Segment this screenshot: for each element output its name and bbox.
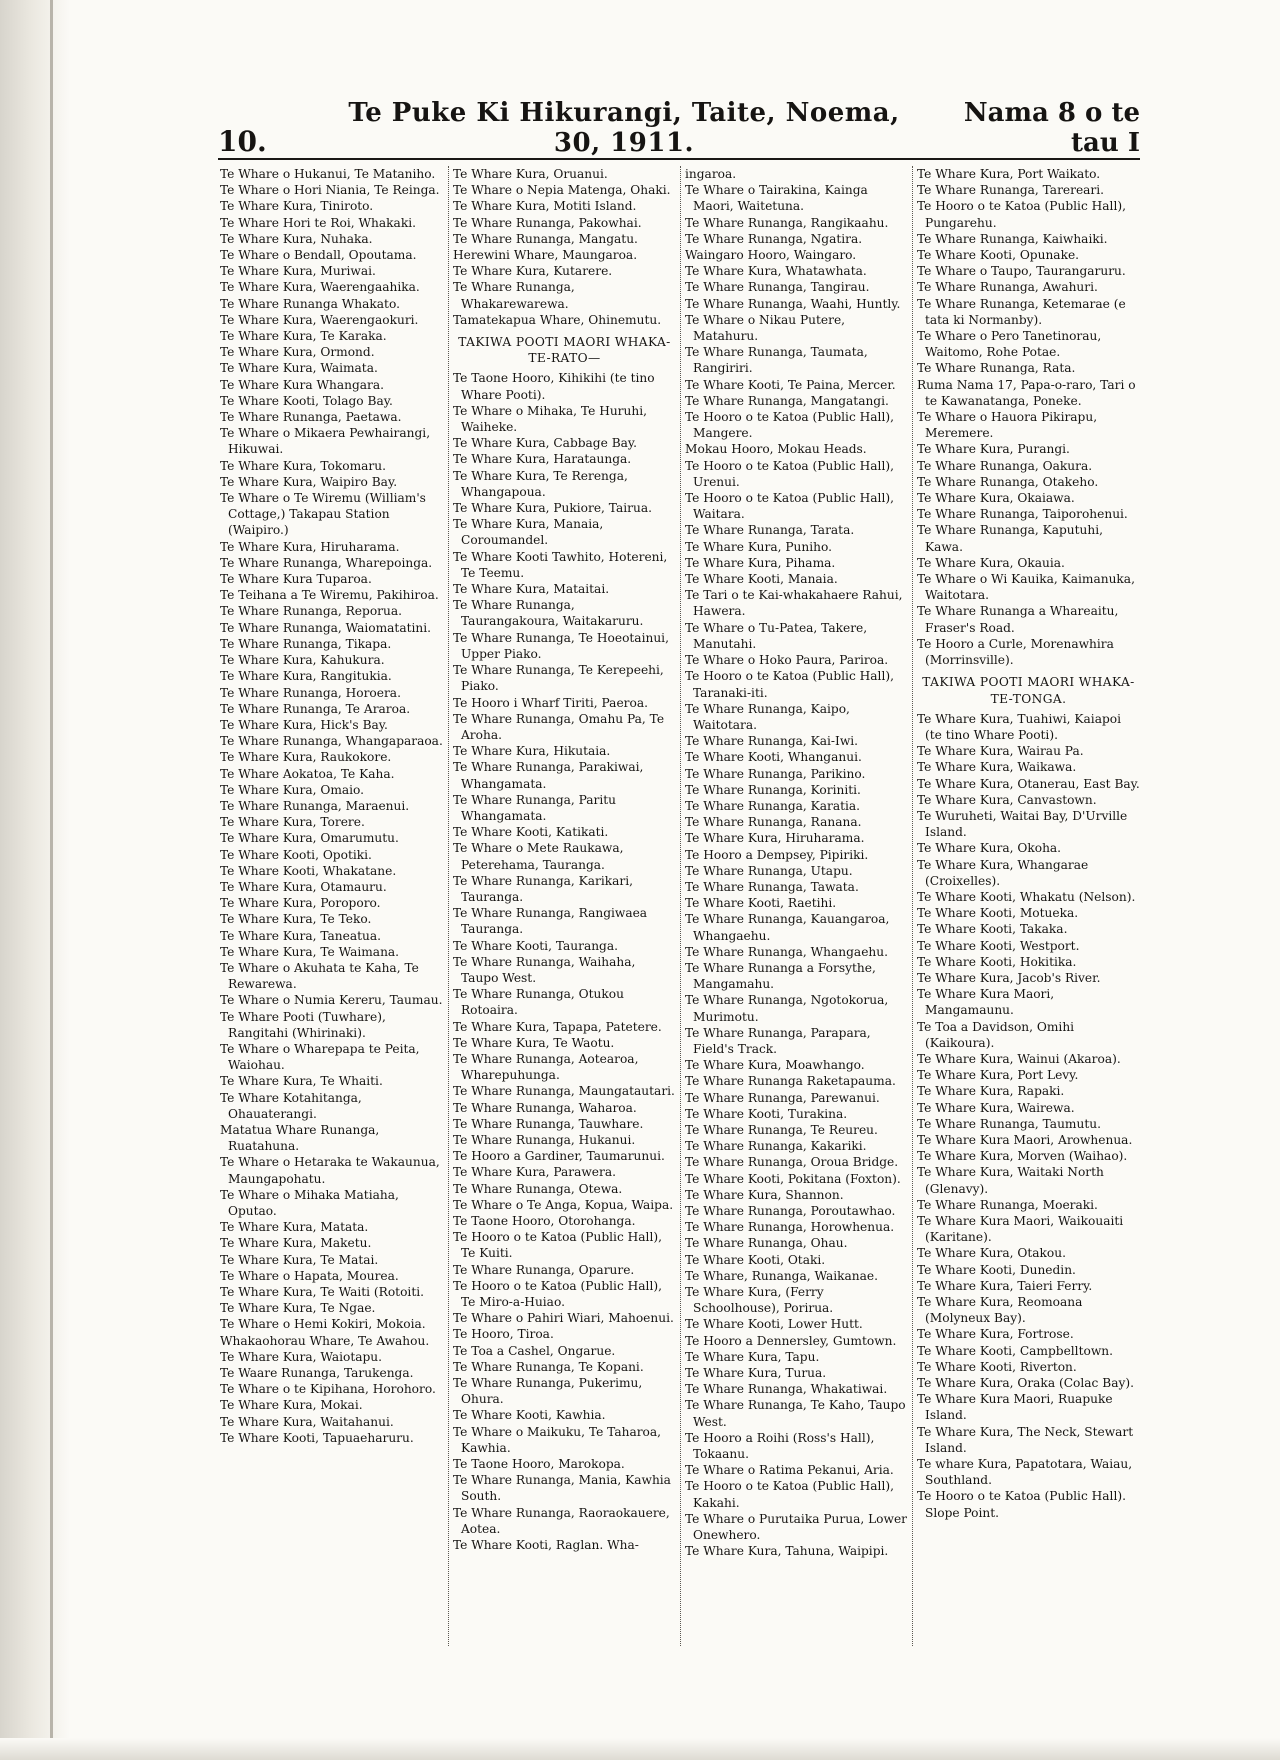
polling-place-entry: Te Whare Kura, Te Ngae. <box>220 1301 376 1316</box>
polling-place-entry: Te Whare Runanga, Parapara, Field's Track. <box>685 1025 871 1056</box>
polling-place-entry: Te Waare Runanga, Tarukenga. <box>220 1366 414 1381</box>
polling-place-entry: Te Whare Kura, Otanerau, East Bay. <box>917 776 1140 791</box>
polling-place-entry: Te Whare Kura, Waimata. <box>220 361 378 376</box>
polling-place-entry: Te Whare o Mikaera Pewhairangi, Hikuwai. <box>220 426 431 457</box>
polling-place-entry: Te Whare Runanga a Forsythe, Mangamahu. <box>685 960 876 992</box>
polling-place-entry: Te Whare Kura, Canvastown. <box>917 792 1097 807</box>
polling-place-entry: Te Whare o Wi Kauika, Kaimanuka, Waitotara. <box>917 572 1135 603</box>
polling-place-entry: Te Whare Kura, Poroporo. <box>220 896 381 911</box>
polling-place-entry: Te Whare Runanga, Waharoa. <box>453 1100 637 1115</box>
polling-place-entry: Te Hooro o te Katoa (Public Hall), Mangere. <box>685 410 894 441</box>
polling-place-entry: Te Whare Kura, Puniho. <box>685 539 832 554</box>
polling-place-entry: Te Whare o Bendall, Opoutama. <box>220 248 417 263</box>
polling-place-entry: Te Whare Kura, Wairewa. <box>917 1100 1075 1115</box>
polling-place-entry: Te Whare Runanga, Mangatangi. <box>685 393 889 408</box>
polling-place-entry: Te Whare Runanga, Paetawa. <box>220 410 402 425</box>
polling-place-entry: Te Whare Kura, Port Waikato. <box>917 167 1101 181</box>
polling-place-entry: Te Whare o Akuhata te Kaha, Te Rewarewa. <box>220 960 419 992</box>
polling-place-entry: Te Whare Kura, Nuhaka. <box>220 231 373 246</box>
polling-place-entry: Te Whare Runanga, Aotearoa, Wharepuhunga. <box>453 1051 639 1083</box>
polling-place-entry: Te Whare Runanga, Ngotokorua, Murimotu. <box>685 993 889 1024</box>
polling-place-entry: Te Whare Kooti, Campbelltown. <box>917 1343 1113 1358</box>
polling-place-entry: Te Whare Runanga, Parakiwai, Whangamata. <box>453 760 644 791</box>
column-4 <box>912 166 1144 1646</box>
section-heading: TAKIWA POOTI MAORI WHAKA-TE-TONGA. <box>922 675 1135 706</box>
polling-place-entry: Te Whare Kura Whangara. <box>220 377 385 392</box>
page-scan-bottom-edge <box>0 1738 1280 1760</box>
polling-place-entry: Te Hooro a Curle, Morenawhira (Morrinsville). <box>917 636 1114 668</box>
polling-place-entry: Te Whare Kura, Jacob's River. <box>917 970 1101 985</box>
polling-place-entry: Te Whare Kura, Waitaki North (Glenavy). <box>917 1165 1104 1196</box>
polling-place-entry: Te Whare Hori te Roi, Whakaki. <box>220 215 416 230</box>
polling-place-entry: Te Whare Kura, Hick's Bay. <box>220 717 388 732</box>
polling-place-entry: Te Whare Kura, Okauia. <box>917 555 1065 570</box>
polling-place-entry: Herewini Whare, Maungaroa. <box>453 248 638 263</box>
polling-place-entry: Te Whare Runanga, Tikapa. <box>220 636 392 651</box>
polling-place-entry: Te Whare Kooti, Pokitana (Foxton). <box>685 1171 901 1186</box>
polling-place-entry: Te Whare Kura, Raukokore. <box>220 750 392 765</box>
section-heading: TAKIWA POOTI MAORI WHAKA-TE-RATO— <box>458 335 671 366</box>
polling-place-entry: Te Whare Runanga, Pukerimu, Ohura. <box>453 1376 643 1407</box>
polling-place-entry: Te Whare Runanga Raketapauma. <box>685 1074 896 1089</box>
polling-place-entry: Te Whare Runanga, Ngatira. <box>685 231 863 246</box>
polling-place-entry: Tamatekapua Whare, Ohinemutu. <box>453 312 662 327</box>
polling-place-entry: Te Whare Kura, Motiti Island. <box>453 199 637 214</box>
polling-place-entry: Te Whare Kura, Torere. <box>220 815 365 830</box>
polling-place-entry: Te Whare Runanga, Tauwhare. <box>453 1116 644 1131</box>
polling-place-entry: Te Whare Runanga, Reporua. <box>220 604 402 619</box>
polling-places-list <box>216 166 1144 1646</box>
polling-place-entry: Te Taone Hooro, Marokopa. <box>453 1457 625 1472</box>
polling-place-entry: Te Hooro a Dennersley, Gumtown. <box>685 1333 897 1348</box>
polling-place-entry: Te Whare Runanga, Paritu Whangamata. <box>453 792 617 823</box>
polling-place-entry: Whakaohorau Whare, Te Awahou. <box>220 1333 430 1348</box>
polling-place-entry: Te Whare Kura, Waikawa. <box>917 760 1077 775</box>
polling-place-entry: Te Whare Runanga, Karikari, Tauranga. <box>453 873 633 904</box>
polling-place-entry: Te Whare o Pahiri Wiari, Mahoenui. <box>453 1311 674 1326</box>
polling-place-entry: Te Whare Kooti, Tolago Bay. <box>220 393 393 408</box>
polling-place-entry: Ruma Nama 17, Papa-o-raro, Tari o te Kawanatanga, Poneke. <box>917 377 1136 408</box>
polling-place-entry: Te Whare Runanga, Maraenui. <box>220 798 410 813</box>
polling-place-entry: Te Whare Runanga, Ketemarae (e tata ki Normanby). <box>917 296 1126 327</box>
polling-place-entry: Te Whare o Mihaka, Te Huruhi, Waiheke. <box>453 403 647 435</box>
polling-place-entry: Te Whare Runanga, Waihaha, Taupo West. <box>453 954 636 985</box>
polling-place-entry: Te Whare Runanga, Horoera. <box>220 685 401 700</box>
polling-place-entry: Te Whare Kooti, Te Paina, Mercer. <box>685 377 896 392</box>
polling-place-entry: Te Whare Runanga, Ranana. <box>685 815 862 830</box>
polling-place-entry: Te Whare Kura, Port Levy. <box>917 1068 1079 1083</box>
polling-place-entry: Te Whare Kura, Purangi. <box>917 442 1070 457</box>
polling-place-entry: Te Whare Runanga, Kai-Iwi. <box>685 734 859 749</box>
polling-place-entry: Te Whare Kura, Matata. <box>220 1220 369 1235</box>
polling-place-entry: Te Whare Runanga, Horowhenua. <box>685 1220 895 1235</box>
polling-place-entry: Te Hooro o te Katoa (Public Hall), Waitara. <box>685 491 894 522</box>
polling-place-entry: Te Whare Runanga, Tarata. <box>685 523 855 538</box>
polling-place-entry: Te Whare Runanga, Wharepoinga. <box>220 555 433 570</box>
polling-place-entry: Te Whare o Pero Tanetinorau, Waitomo, Rohe Potae. <box>917 329 1102 360</box>
polling-place-entry: Te Whare o Ratima Pekanui, Aria. <box>685 1463 894 1478</box>
polling-place-entry: Te Whare Runanga, Karatia. <box>685 798 861 813</box>
polling-place-entry: Te Hooro a Roihi (Ross's Hall), Tokaanu. <box>685 1430 875 1462</box>
polling-place-entry: Te Hooro o te Katoa (Public Hall), Te Miro-a-Huiao. <box>453 1278 662 1310</box>
polling-place-entry: Te Whare Kura Maori, Waikouaiti (Karitane). <box>917 1214 1124 1245</box>
polling-place-entry: Te Whare Runanga, Maungatautari. <box>453 1084 675 1099</box>
polling-place-entry: Te Whare Kura, Taieri Ferry. <box>917 1278 1093 1293</box>
polling-place-entry: Te Whare Aokatoa, Te Kaha. <box>220 766 395 781</box>
polling-place-entry: Te Whare Kura, Waipiro Bay. <box>220 474 398 489</box>
polling-place-entry: Te Whare Kooti, Opunake. <box>917 248 1080 263</box>
polling-place-entry: Te Whare, Runanga, Waikanae. <box>685 1268 878 1283</box>
polling-place-entry: Te Whare Kura, Tuahiwi, Kaiapoi (te tino Whare Pooti). <box>917 711 1121 742</box>
polling-place-entry: Te Whare o Purutaika Purua, Lower Onewhero. <box>685 1511 907 1543</box>
polling-place-entry: Te Whare Kura Maori, Ruapuke Island. <box>917 1392 1113 1423</box>
polling-place-entry: Te Whare Kura, Mataitai. <box>453 582 610 597</box>
polling-place-entry: Te Whare Runanga, Tangirau. <box>685 280 870 295</box>
polling-place-entry: Te Whare Kura, Hiruharama. <box>685 831 865 846</box>
polling-place-entry: ingaroa. <box>685 167 737 181</box>
polling-place-entry: Te Whare Runanga, Otukou Rotoaira. <box>453 987 624 1018</box>
polling-place-entry: Te Whare Runanga, Whangaehu. <box>685 944 888 959</box>
polling-place-entry: Te Whare Runanga, Oakura. <box>917 458 1093 473</box>
polling-place-entry: Te Whare Kooti, Tapuaeharuru. <box>220 1430 414 1445</box>
polling-place-entry: Te Whare Kooti, Motueka. <box>917 906 1079 921</box>
polling-place-entry: Te Whare o Tairakina, Kainga Maori, Waitetuna. <box>685 183 868 214</box>
polling-place-entry: Te Whare Runanga, Otewa. <box>453 1181 623 1196</box>
polling-place-entry: Te Tari o te Kai-whakahaere Rahui, Hawera. <box>685 588 903 619</box>
polling-place-entry: Te Whare Runanga Whakato. <box>220 296 400 311</box>
polling-place-entry: Te Whare Runanga, Te Kerepeehi, Piako. <box>453 663 664 694</box>
polling-place-entry: Te Whare Runanga, Kakariki. <box>685 1139 867 1154</box>
polling-place-entry: Te Whare Runanga, Taumata, Rangiriri. <box>685 345 868 376</box>
polling-place-entry: Te Whare Runanga, Taumutu. <box>917 1116 1101 1131</box>
polling-place-entry: Te Whare Runanga, Moeraki. <box>917 1197 1098 1212</box>
polling-place-entry: Te Whare Runanga, Kaipo, Waitotara. <box>685 701 850 732</box>
polling-place-entry: Te Whare Runanga, Te Araroa. <box>220 701 411 716</box>
polling-place-entry: Te Whare Kura, Hiruharama. <box>220 539 400 554</box>
polling-place-entry: Te Whare Kura, Tapu. <box>685 1349 820 1364</box>
polling-place-entry: Te Whare Runanga, Ohau. <box>685 1236 848 1251</box>
polling-place-entry: Te Whare o Numia Kereru, Taumau. <box>220 993 443 1008</box>
column-1 <box>216 166 448 1646</box>
polling-place-entry: Te Whare Pooti (Tuwhare), Rangitahi (Whirinaki). <box>220 1009 386 1040</box>
polling-place-entry: Te Whare Kooti, Turakina. <box>685 1106 848 1121</box>
polling-place-entry: Te Whare Kura, Oraka (Colac Bay). <box>917 1376 1134 1391</box>
polling-place-entry: Te Whare Runanga, Poroutawhao. <box>685 1204 896 1218</box>
polling-place-entry: Te Whare Kura, Parawera. <box>453 1165 616 1180</box>
polling-place-entry: Te Whare Kura, Shannon. <box>685 1187 844 1202</box>
polling-place-entry: Te Whare Kura Tuparoa. <box>220 572 372 587</box>
polling-place-entry: Te Whare Kura, Kahukura. <box>220 653 385 668</box>
polling-place-entry: Te Whare Kooti, Whakatu (Nelson). <box>917 889 1136 904</box>
polling-place-entry: Te Whare Runanga, Taurangakoura, Waitakaruru. <box>453 598 644 629</box>
polling-place-entry: Te Whare Kura, (Ferry Schoolhouse), Porirua. <box>685 1285 834 1316</box>
polling-place-entry: Te Whare Runanga, Raoraokauere, Aotea. <box>453 1505 670 1536</box>
polling-place-entry: Te Whare Runanga, Koriniti. <box>685 782 861 797</box>
polling-place-entry: Te Whare Kooti, Raetihi. <box>685 896 837 911</box>
polling-place-entry: Te Whare Kooti, Riverton. <box>917 1359 1077 1374</box>
polling-place-entry: Te Whare Kura, Moawhango. <box>685 1058 865 1073</box>
polling-place-entry: Te Whare Kura, Omarumutu. <box>220 831 399 846</box>
polling-place-entry: Te Hooro o te Katoa (Public Hall), Te Kuiti. <box>453 1230 662 1261</box>
polling-place-entry: Te Whare Runanga, Awahuri. <box>917 280 1098 295</box>
polling-place-entry: Te Whare o Tu-Patea, Takere, Manutahi. <box>685 620 868 651</box>
polling-place-entry: Te Whare Kura, Te Karaka. <box>220 329 387 344</box>
polling-place-entry: Te Whare Runanga, Omahu Pa, Te Aroha. <box>453 711 665 742</box>
polling-place-entry: Te Whare o Nepia Matenga, Ohaki. <box>453 183 671 198</box>
polling-place-entry: Te Whare Kura, Te Waimana. <box>220 944 400 959</box>
polling-place-entry: Te Whare Kooti Tawhito, Hotereni, Te Teemu. <box>453 549 668 580</box>
polling-place-entry: Te Whare Kura, Waerengaahika. <box>220 280 420 295</box>
polling-place-entry: Te Hooro, Tiroa. <box>453 1327 554 1342</box>
polling-place-entry: Te Whare Kura, Te Rerenga, Whangapoua. <box>453 468 628 499</box>
polling-place-entry: Te Whare o Hapata, Mourea. <box>220 1268 399 1283</box>
polling-place-entry: Te Whare Kura, Fortrose. <box>917 1327 1074 1342</box>
polling-place-entry: Te Whare Runanga, Rangiwaea Tauranga. <box>453 906 648 937</box>
polling-place-entry: Matatua Whare Runanga, Ruatahuna. <box>220 1122 380 1154</box>
polling-place-entry: Te Whare Runanga, Waahi, Huntly. <box>685 296 901 311</box>
polling-place-entry: Te Whare o Te Anga, Kopua, Waipa. <box>453 1197 674 1212</box>
polling-place-entry: Te Whare Kura, Harataunga. <box>453 452 632 467</box>
polling-place-entry: Te Whare Kura, Wainui (Akaroa). <box>917 1051 1121 1066</box>
polling-place-entry: Te Wuruheti, Waitai Bay, D'Urville Island. <box>917 808 1128 840</box>
polling-place-entry: Te Whare Kura, Te Whaiti. <box>220 1074 383 1089</box>
polling-place-entry: Te Whare Runanga, Taiporohenui. <box>917 507 1128 522</box>
polling-place-entry: Te Whare Kura, Whangarae (Croixelles). <box>917 857 1089 888</box>
polling-place-entry: Te Whare Kura, Morven (Waihao). <box>917 1149 1128 1164</box>
polling-place-entry: Te Whare Kura, Oruanui. <box>453 167 608 181</box>
polling-place-entry: Te Whare Kura, Waiotapu. <box>220 1349 383 1364</box>
polling-place-entry: Te Whare Runanga, Te Reureu. <box>685 1122 878 1137</box>
polling-place-entry: Te Whare Runanga, Pakowhai. <box>453 215 642 230</box>
polling-place-entry: Te Whare Kooti, Takaka. <box>917 922 1068 937</box>
polling-place-entry: Te Whare Kura, Otakou. <box>917 1246 1066 1261</box>
polling-place-entry: Te Whare Runanga, Utapu. <box>685 863 853 878</box>
polling-place-entry: Te Whare Kura, Taneatua. <box>220 928 382 943</box>
polling-place-entry: Te Whare Kura, Turua. <box>685 1366 827 1381</box>
polling-place-entry: Te Whare o Nikau Putere, Matahuru. <box>685 312 846 344</box>
polling-place-entry: Te Toa a Davidson, Omihi (Kaikoura). <box>917 1019 1075 1050</box>
polling-place-entry: Te Whare o Hetaraka te Wakaunua, Maungapohatu. <box>220 1155 440 1186</box>
polling-place-entry: Te Whare Kura, Te Waiti (Rotoiti. <box>220 1285 424 1300</box>
polling-place-entry: Te Whare o Hoko Paura, Pariroa. <box>685 653 889 668</box>
polling-place-entry: Te Whare o Mete Raukawa, Peterehama, Tauranga. <box>453 841 624 872</box>
polling-place-entry: Te Whare Kooti, Kawhia. <box>453 1408 606 1423</box>
polling-place-entry: Te Whare Kura, Tapapa, Patetere. <box>453 1019 662 1034</box>
polling-place-entry: Te Whare Runanga, Mania, Kawhia South. <box>453 1473 671 1504</box>
polling-place-entry: Te Whare Runanga, Mangatu. <box>453 231 638 246</box>
polling-place-entry: Te Whare Kura, Tahuna, Waipipi. <box>685 1544 889 1559</box>
polling-place-entry: Te Whare o Hori Niania, Te Reinga. <box>220 183 440 198</box>
polling-place-entry: Te Whare Runanga, Hukanui. <box>453 1132 636 1147</box>
polling-place-entry: Te Whare Kura, Tiniroto. <box>220 199 374 214</box>
polling-place-entry: Te Whare Kura Maori, Arowhenua. <box>917 1132 1133 1147</box>
polling-place-entry: Te Whare Kooti, Otaki. <box>685 1252 826 1267</box>
polling-place-entry: Te Whare o Hukanui, Te Mataniho. <box>220 167 436 181</box>
polling-place-entry: Te Whare Runanga, Kaputuhi, Kawa. <box>917 523 1104 554</box>
polling-place-entry: Te Whare o te Kipihana, Horohoro. <box>220 1382 436 1397</box>
polling-place-entry: Te Whare Kura Maori, Mangamaunu. <box>917 987 1055 1018</box>
polling-place-entry: Te Whare Kura, Kutarere. <box>453 264 613 279</box>
polling-place-entry: Te Hooro o te Katoa (Public Hall), Urenui. <box>685 458 894 489</box>
polling-place-entry: Te Whare Kura, Pihama. <box>685 555 836 570</box>
polling-place-entry: Te Whare o Wharepapa te Peita, Waiohau. <box>220 1041 420 1073</box>
polling-place-entry: Te Taone Hooro, Kihikihi (te tino Whare Pooti). <box>453 371 655 402</box>
polling-place-entry: Te Whare Kura, Whatawhata. <box>685 264 867 279</box>
polling-place-entry: Te Whare Runanga, Rangikaahu. <box>685 215 889 230</box>
polling-place-entry: Mokau Hooro, Mokau Heads. <box>685 442 867 457</box>
polling-place-entry: Te Whare Kura, Rangitukia. <box>220 669 392 684</box>
polling-place-entry: Te Whare Runanga, Otakeho. <box>917 474 1099 489</box>
polling-place-entry: Te Whare Kura, Te Teko. <box>220 912 372 927</box>
polling-place-entry: Te Whare Kura, Rapaki. <box>917 1084 1065 1099</box>
polling-place-entry: Te Whare Kooti, Westport. <box>917 938 1080 953</box>
polling-place-entry: Te Whare Kura, Tokomaru. <box>220 458 386 473</box>
polling-place-entry: Te Whare Kura, Okoha. <box>917 841 1062 856</box>
polling-place-entry: Te Whare Kura, The Neck, Stewart Island. <box>917 1424 1134 1455</box>
polling-place-entry: Te Taone Hooro, Otorohanga. <box>453 1214 636 1228</box>
polling-place-entry: Te Whare Kura, Otamauru. <box>220 879 387 894</box>
polling-place-entry: Waingaro Hooro, Waingaro. <box>685 248 857 263</box>
polling-place-entry: Te Whare Runanga, Te Hoeotainui, Upper Piako. <box>453 630 669 661</box>
polling-place-entry: Te Whare Kura, Mokai. <box>220 1398 363 1413</box>
page-number: 10. <box>218 125 267 158</box>
polling-place-entry: Te Whare Kura, Reomoana (Molyneux Bay). <box>917 1295 1083 1326</box>
polling-place-entry: Te Hooro o te Katoa (Public Hall), Kakahi. <box>685 1479 894 1510</box>
polling-place-entry: Te Whare Runanga, Whakarewarewa. <box>453 280 575 311</box>
polling-place-entry: Te Whare Kura, Waerengaokuri. <box>220 312 419 327</box>
polling-place-entry: Te Whare Runanga, Whangaparaoa. <box>220 734 443 749</box>
polling-place-entry: Te Whare Kura, Ormond. <box>220 345 375 360</box>
polling-place-entry: Te Whare o Mihaka Matiaha, Oputao. <box>220 1187 399 1218</box>
polling-place-entry: Te Hooro o te Katoa (Public Hall), Taranaki-iti. <box>685 669 894 700</box>
column-3 <box>680 166 912 1646</box>
polling-place-entry: Te Whare Runanga, Te Kopani. <box>453 1359 644 1374</box>
column-2 <box>448 166 680 1646</box>
polling-place-entry: Te Whare Runanga, Kaiwhaiki. <box>917 231 1108 246</box>
polling-place-entry: Te Whare Kura, Waitahanui. <box>220 1414 394 1429</box>
polling-place-entry: Te Whare Kura, Hikutaia. <box>453 744 611 759</box>
polling-place-entry: Te Whare Kooti, Lower Hutt. <box>685 1317 863 1332</box>
polling-place-entry: Te Whare Runanga, Tarereari. <box>917 183 1105 198</box>
polling-place-entry: Te Whare Runanga, Whakatiwai. <box>685 1382 888 1397</box>
polling-place-entry: Te Whare Kura, Te Waotu. <box>453 1035 615 1050</box>
polling-place-entry: Te Whare Kura, Okaiawa. <box>917 491 1075 506</box>
polling-place-entry: Te Whare Runanga, Tawata. <box>685 879 859 894</box>
polling-place-entry: Te Whare Kotahitanga, Ohauaterangi. <box>220 1090 362 1121</box>
polling-place-entry: Te Whare o Taupo, Taurangaruru. <box>917 264 1126 279</box>
polling-place-entry: Te Whare Kura, Maketu. <box>220 1236 372 1251</box>
polling-place-entry: Te Whare Kooti, Opotiki. <box>220 847 372 862</box>
polling-place-entry: Te Whare Kooti, Manaia. <box>685 572 838 587</box>
polling-place-entry: Te Toa a Cashel, Ongarue. <box>453 1343 616 1358</box>
polling-place-entry: Te Whare Kooti, Dunedin. <box>917 1262 1076 1277</box>
polling-place-entry: Te Whare Runanga, Te Kaho, Taupo West. <box>685 1398 906 1429</box>
polling-place-entry: Te whare Kura, Papatotara, Waiau, Southland. <box>917 1457 1133 1488</box>
polling-place-entry: Te Whare Kooti, Raglan. Wha- <box>453 1538 639 1553</box>
polling-place-entry: Te Whare Kura, Cabbage Bay. <box>453 436 638 451</box>
polling-place-entry: Te Whare Kooti, Hokitika. <box>917 954 1077 969</box>
newspaper-title: Te Puke Ki Hikurangi, Taite, Noema, 30, 1911. <box>348 98 900 158</box>
polling-place-entry: Te Whare o Te Wiremu (William's Cottage,) Takapau Station (Waipiro.) <box>220 491 426 538</box>
polling-place-entry: Te Whare Kura, Muriwai. <box>220 264 376 279</box>
polling-place-entry: Te Whare Runanga, Rata. <box>917 361 1076 376</box>
issue-number: Nama 8 o te tau I <box>963 98 1140 158</box>
polling-place-entry: Te Whare Runanga, Oroua Bridge. <box>685 1155 899 1170</box>
masthead <box>218 98 1140 160</box>
polling-place-entry: Te Whare o Maikuku, Te Taharoa, Kawhia. <box>453 1424 662 1455</box>
polling-place-entry: Te Whare Kura, Pukiore, Tairua. <box>453 501 652 516</box>
polling-place-entry: Te Hooro a Dempsey, Pipiriki. <box>685 847 869 862</box>
polling-place-entry: Te Whare Runanga, Parikino. <box>685 766 866 781</box>
page-scan-edge <box>0 0 70 1760</box>
polling-place-entry: Te Hooro a Gardiner, Taumarunui. <box>453 1149 665 1164</box>
polling-place-entry: Te Teihana a Te Wiremu, Pakihiroa. <box>220 588 439 603</box>
polling-place-entry: Te Whare Kura, Wairau Pa. <box>917 744 1084 759</box>
polling-place-entry: Te Whare Runanga, Waiomatatini. <box>220 620 431 635</box>
polling-place-entry: Te Whare Kooti, Whakatane. <box>220 863 397 878</box>
polling-place-entry: Te Hooro o te Katoa (Public Hall). Slope Point. <box>917 1489 1126 1520</box>
polling-place-entry: Te Whare Runanga, Parewanui. <box>685 1090 880 1105</box>
polling-place-entry: Te Hooro i Wharf Tiriti, Paeroa. <box>453 695 648 710</box>
polling-place-entry: Te Hooro o te Katoa (Public Hall), Pungarehu. <box>917 199 1126 230</box>
polling-place-entry: Te Whare Runanga, Kauangaroa, Whangaehu. <box>685 912 890 943</box>
polling-place-entry: Te Whare o Hauora Pikirapu, Meremere. <box>917 410 1098 441</box>
polling-place-entry: Te Whare Runanga, Oparure. <box>453 1262 635 1277</box>
polling-place-entry: Te Whare Kura, Omaio. <box>220 782 365 797</box>
polling-place-entry: Te Whare Runanga a Whareaitu, Fraser's Road. <box>917 604 1119 635</box>
polling-place-entry: Te Whare Kooti, Tauranga. <box>453 938 618 953</box>
polling-place-entry: Te Whare o Hemi Kokiri, Mokoia. <box>220 1317 426 1332</box>
polling-place-entry: Te Whare Kooti, Whanganui. <box>685 750 862 765</box>
polling-place-entry: Te Whare Kura, Manaia, Coroumandel. <box>453 517 604 548</box>
polling-place-entry: Te Whare Kooti, Katikati. <box>453 825 609 840</box>
polling-place-entry: Te Whare Kura, Te Matai. <box>220 1252 379 1267</box>
